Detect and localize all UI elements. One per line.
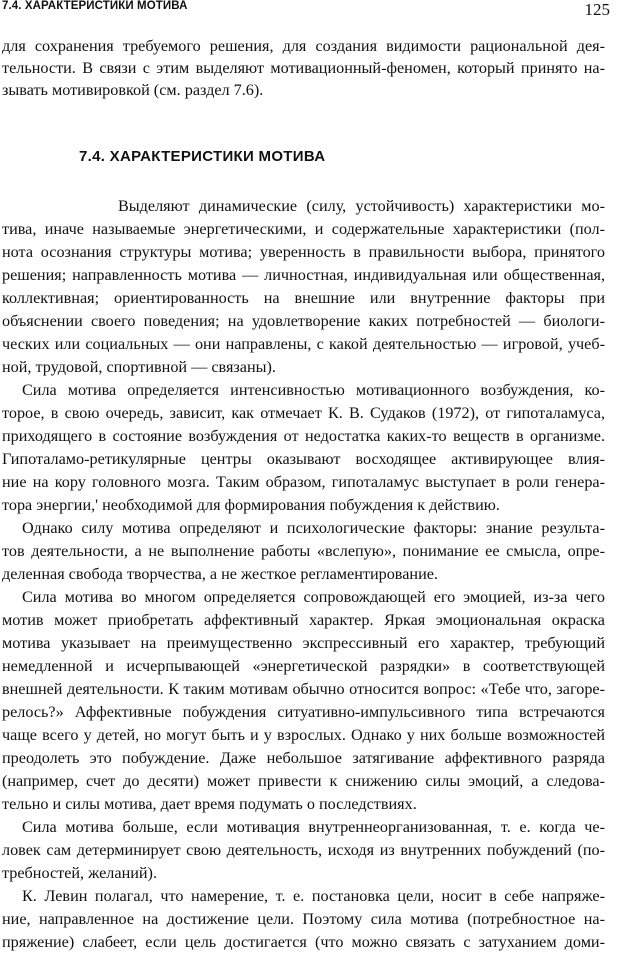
text-line: требностей, желаний). (2, 864, 157, 882)
page-number: 125 (584, 0, 610, 19)
section-heading: 7.4. ХАРАКТЕРИСТИКИ МОТИВА (79, 148, 326, 165)
text-line: чаще всего у детей, но могут быть и у взрослых. Однако у них больше возможностей (2, 726, 605, 744)
text-line: ной, трудовой, спортивной — связаны). (2, 358, 276, 376)
text-line: приходящего в состояние возбуждения от недостатка каких-то веществ в организме. (2, 427, 605, 445)
text-line: немедленной и исчерпывающей «энергетической разрядки» в соответствующей (2, 657, 605, 675)
text-line: нота осознания структуры мотива; уверенность в правильности выбора, принятого (2, 243, 605, 261)
text-line: ческих или социальных — они направлены, с какой деятельностью — игровой, учеб- (2, 335, 605, 353)
text-line: пряжение) слабеет, если цель достигается (что можно связать с затуханием доми- (2, 933, 605, 951)
text-line: Сила мотива определяется интенсивностью мотивационного возбуждения, ко- (22, 381, 605, 399)
text-line: Выделяют динамические (силу, устойчивость) характеристики мо- (118, 197, 605, 215)
text-line: объяснении своего поведения; на удовлетворение каких потребностей — биологи- (2, 312, 605, 330)
text-line: тов деятельности, а не выполнение работы «вслепую», понимание ее смысла, опре- (2, 542, 605, 560)
text-line: релось?» Аффективные побуждения ситуативно-импульсивного типа встречаются (2, 703, 605, 721)
text-line: К. Левин полагал, что намерение, т. е. постановка цели, носит в себе напряже- (22, 887, 605, 905)
text-line: внешней деятельности. К таким мотивам обычно относится вопрос: «Тебе что, загоре- (2, 680, 605, 698)
text-line: тива, иначе называемые энергетическими, и содержательные характеристики (пол- (2, 220, 605, 238)
text-line: зывать мотивировкой (см. раздел 7.6). (2, 81, 264, 99)
text-line: тельности. В связи с этим выделяют мотивационный-феномен, который принято на- (2, 59, 605, 77)
text-line: коллективная; ориентированность на внешние или внутренние факторы при (2, 289, 605, 307)
text-line: Гипоталамо-ретикулярные центры оказывают восходящее активирующее влия- (2, 450, 605, 468)
text-line: мотив может приобретать аффективный характер. Яркая эмоциональная окраска (2, 611, 605, 629)
text-line: Сила мотива больше, если мотивация внутреннеорганизованная, т. е. когда че- (22, 818, 605, 836)
text-line: (например, счет до десяти) может привести к снижению силы эмоций, а следова- (2, 772, 605, 790)
text-line: деленная свобода творчества, а не жесткое регламентирование. (2, 565, 438, 583)
text-line: для сохранения требуемого решения, для создания видимости рациональной дея- (2, 37, 605, 55)
text-line: торое, в свою очередь, зависит, как отмечает К. В. Судаков (1972), от гипоталамуса, (2, 404, 605, 422)
text-line: ние на кору головного мозга. Таким образом, гипоталамус выступает в роли генера- (2, 473, 605, 491)
text-line: ние, направленное на достижение цели. Поэтому сила мотива (потребностное на- (2, 910, 605, 928)
text-line: Однако силу мотива определяют и психологические факторы: знание результа- (22, 519, 605, 537)
text-line: ловек сам детерминирует свою деятельность, исходя из внутренних побуждений (по- (2, 841, 605, 859)
text-line: преодолеть это побуждение. Даже небольшое затягивание аффективного разряда (2, 749, 605, 767)
text-line: тора энергии,' необходимой для формирования побуждения к действию. (2, 496, 500, 514)
text-line: тельно и силы мотива, дает время подумать о последствиях. (2, 795, 417, 813)
running-head: 7.4. ХАРАКТЕРИСТИКИ МОТИВА (2, 0, 188, 12)
text-line: Сила мотива во многом определяется сопровождающей его эмоцией, из-за чего (22, 588, 605, 606)
text-line: решения; направленность мотива — личностная, индивидуальная или общественная, (2, 266, 605, 284)
text-line: мотива указывает на преимущественно экспрессивный его характер, требующий (2, 634, 605, 652)
